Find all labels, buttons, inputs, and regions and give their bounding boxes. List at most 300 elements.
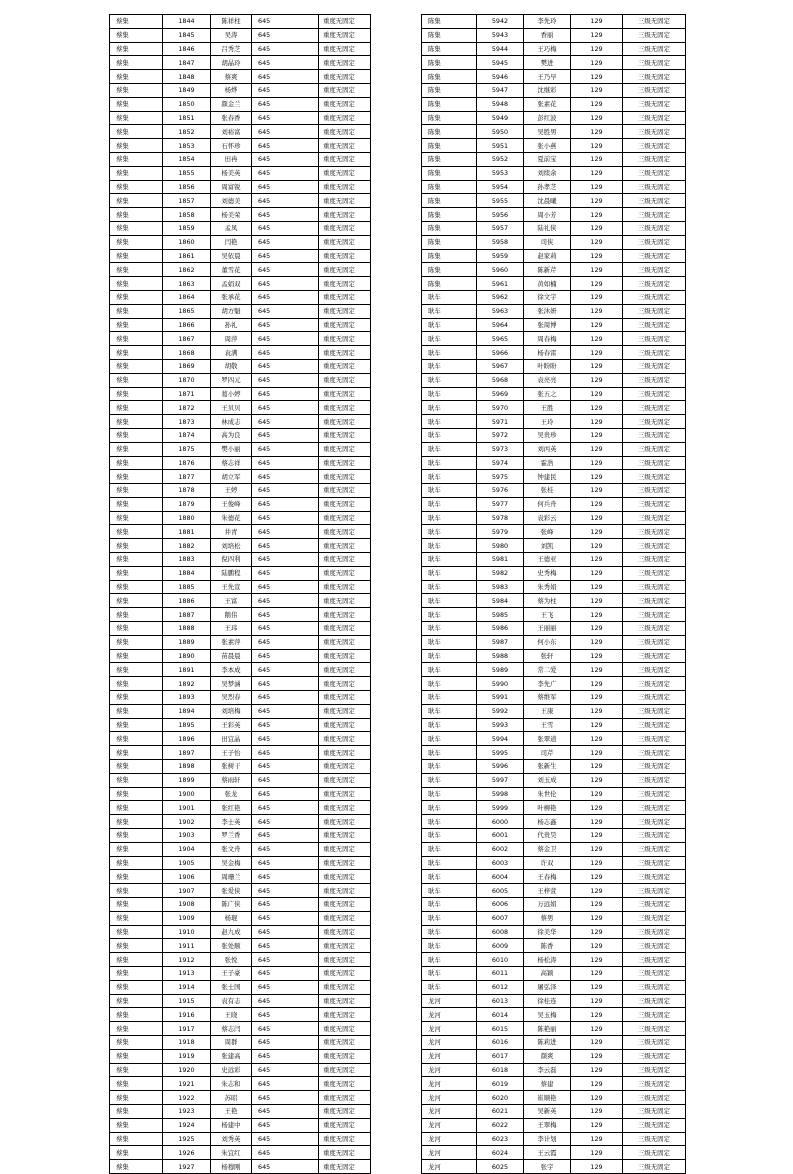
name-cell: 杨穆刚 — [211, 1160, 252, 1174]
town-cell: 耿车 — [422, 635, 477, 649]
amount-cell: 129 — [571, 704, 623, 718]
id-cell: 1883 — [163, 553, 211, 567]
status-cell: 重度无固定 — [319, 884, 371, 898]
id-cell: 5962 — [477, 290, 524, 304]
table-row — [422, 622, 686, 636]
id-cell: 5949 — [477, 111, 524, 125]
status-cell: 三级无固定 — [623, 635, 686, 649]
status-cell: 三级无固定 — [623, 829, 686, 843]
town-cell: 蔡集 — [110, 829, 163, 843]
table-row — [422, 884, 686, 898]
name-cell: 孟娟双 — [211, 277, 252, 291]
table-row — [110, 1008, 371, 1022]
status-cell: 三级无固定 — [623, 787, 686, 801]
id-cell: 5944 — [477, 42, 524, 56]
status-cell: 重度无固定 — [319, 249, 371, 263]
amount-cell: 645 — [252, 553, 319, 567]
id-cell: 6009 — [477, 939, 524, 953]
name-cell: 张文舟 — [211, 842, 252, 856]
id-cell: 1912 — [163, 953, 211, 967]
id-cell: 1844 — [163, 15, 211, 29]
table-row — [422, 732, 686, 746]
table-row — [110, 884, 371, 898]
status-cell: 重度无固定 — [319, 387, 371, 401]
town-cell: 蔡集 — [110, 1104, 163, 1118]
amount-cell: 645 — [252, 277, 319, 291]
status-cell: 三级无固定 — [623, 180, 686, 194]
table-row — [422, 152, 686, 166]
id-cell: 1923 — [163, 1104, 211, 1118]
id-cell: 1861 — [163, 249, 211, 263]
town-cell: 蔡集 — [110, 566, 163, 580]
town-cell: 耿车 — [422, 304, 477, 318]
amount-cell: 645 — [252, 42, 319, 56]
amount-cell: 129 — [571, 56, 623, 70]
town-cell: 龙河 — [422, 1022, 477, 1036]
name-cell: 胡立军 — [211, 470, 252, 484]
amount-cell: 645 — [252, 539, 319, 553]
name-cell: 吴玉梅 — [524, 1008, 571, 1022]
id-cell: 1904 — [163, 842, 211, 856]
id-cell: 1863 — [163, 277, 211, 291]
table-row — [422, 263, 686, 277]
id-cell: 1868 — [163, 346, 211, 360]
name-cell: 张素萍 — [211, 635, 252, 649]
status-cell: 重度无固定 — [319, 152, 371, 166]
id-cell: 5998 — [477, 787, 524, 801]
id-cell: 1893 — [163, 691, 211, 705]
table-row — [110, 566, 371, 580]
name-cell: 杨建中 — [211, 1118, 252, 1132]
table-row — [422, 1118, 686, 1132]
name-cell: 陈新芹 — [524, 263, 571, 277]
amount-cell: 645 — [252, 635, 319, 649]
name-cell: 杨烨 — [211, 83, 252, 97]
id-cell: 1903 — [163, 829, 211, 843]
id-cell: 1847 — [163, 56, 211, 70]
table-row — [422, 829, 686, 843]
amount-cell: 129 — [571, 304, 623, 318]
town-cell: 耿车 — [422, 718, 477, 732]
town-cell: 耿车 — [422, 442, 477, 456]
name-cell: 葛小婷 — [211, 387, 252, 401]
status-cell: 三级无固定 — [623, 194, 686, 208]
status-cell: 三级无固定 — [623, 428, 686, 442]
id-cell: 1890 — [163, 649, 211, 663]
status-cell: 重度无固定 — [319, 304, 371, 318]
status-cell: 重度无固定 — [319, 70, 371, 84]
name-cell: 周富锐 — [211, 180, 252, 194]
town-cell: 蔡集 — [110, 511, 163, 525]
town-cell: 蔡集 — [110, 1008, 163, 1022]
name-cell: 王彩英 — [211, 718, 252, 732]
town-cell: 耿车 — [422, 760, 477, 774]
id-cell: 1867 — [163, 332, 211, 346]
status-cell: 重度无固定 — [319, 1091, 371, 1105]
status-cell: 三级无固定 — [623, 856, 686, 870]
id-cell: 5952 — [477, 152, 524, 166]
status-cell: 重度无固定 — [319, 704, 371, 718]
town-cell: 陈集 — [422, 56, 477, 70]
status-cell: 三级无固定 — [623, 97, 686, 111]
id-cell: 1914 — [163, 980, 211, 994]
town-cell: 蔡集 — [110, 387, 163, 401]
amount-cell: 129 — [571, 456, 623, 470]
town-cell: 耿车 — [422, 332, 477, 346]
name-cell: 叶盼盼 — [524, 359, 571, 373]
status-cell: 重度无固定 — [319, 221, 371, 235]
name-cell: 王俊峰 — [211, 497, 252, 511]
id-cell: 1876 — [163, 456, 211, 470]
name-cell: 张承花 — [211, 290, 252, 304]
status-cell: 重度无固定 — [319, 1022, 371, 1036]
status-cell: 三级无固定 — [623, 1022, 686, 1036]
town-cell: 蔡集 — [110, 691, 163, 705]
id-cell: 1911 — [163, 939, 211, 953]
amount-cell: 645 — [252, 83, 319, 97]
table-row — [110, 208, 371, 222]
id-cell: 5965 — [477, 332, 524, 346]
table-row — [110, 125, 371, 139]
status-cell: 重度无固定 — [319, 773, 371, 787]
table-row — [110, 980, 371, 994]
status-cell: 三级无固定 — [623, 966, 686, 980]
status-cell: 三级无固定 — [623, 1091, 686, 1105]
amount-cell: 645 — [252, 870, 319, 884]
status-cell: 重度无固定 — [319, 829, 371, 843]
table-row — [110, 484, 371, 498]
id-cell: 5959 — [477, 249, 524, 263]
status-cell: 重度无固定 — [319, 42, 371, 56]
status-cell: 重度无固定 — [319, 180, 371, 194]
amount-cell: 129 — [571, 28, 623, 42]
amount-cell: 129 — [571, 42, 623, 56]
status-cell: 三级无固定 — [623, 911, 686, 925]
town-cell: 蔡集 — [110, 608, 163, 622]
amount-cell: 129 — [571, 622, 623, 636]
status-cell: 重度无固定 — [319, 263, 371, 277]
town-cell: 蔡集 — [110, 359, 163, 373]
name-cell: 王乃早 — [524, 70, 571, 84]
amount-cell: 645 — [252, 484, 319, 498]
name-cell: 何兵舟 — [524, 497, 571, 511]
table-row — [110, 746, 371, 760]
id-cell: 6000 — [477, 815, 524, 829]
id-cell: 6001 — [477, 829, 524, 843]
amount-cell: 645 — [252, 1063, 319, 1077]
status-cell: 三级无固定 — [623, 1063, 686, 1077]
name-cell: 吴烈春 — [211, 691, 252, 705]
name-cell: 陈香 — [524, 939, 571, 953]
amount-cell: 129 — [571, 746, 623, 760]
town-cell: 蔡集 — [110, 277, 163, 291]
id-cell: 5964 — [477, 318, 524, 332]
status-cell: 三级无固定 — [623, 83, 686, 97]
status-cell: 重度无固定 — [319, 166, 371, 180]
name-cell: 司侠 — [524, 235, 571, 249]
name-cell: 王胜 — [524, 401, 571, 415]
town-cell: 陈集 — [422, 15, 477, 29]
id-cell: 5992 — [477, 704, 524, 718]
amount-cell: 129 — [571, 15, 623, 29]
id-cell: 1918 — [163, 1035, 211, 1049]
name-cell: 井青 — [211, 525, 252, 539]
status-cell: 三级无固定 — [623, 263, 686, 277]
name-cell: 田宜晶 — [211, 732, 252, 746]
table-row — [422, 856, 686, 870]
amount-cell: 645 — [252, 332, 319, 346]
amount-cell: 645 — [252, 994, 319, 1008]
town-cell: 陈集 — [422, 28, 477, 42]
status-cell: 三级无固定 — [623, 663, 686, 677]
name-cell: 王婷 — [211, 484, 252, 498]
id-cell: 5953 — [477, 166, 524, 180]
name-cell: 颜爽 — [524, 1049, 571, 1063]
status-cell: 重度无固定 — [319, 415, 371, 429]
town-cell: 蔡集 — [110, 663, 163, 677]
table-row — [422, 428, 686, 442]
id-cell: 1849 — [163, 83, 211, 97]
id-cell: 1916 — [163, 1008, 211, 1022]
name-cell: 孙孝芝 — [524, 180, 571, 194]
table-row — [422, 387, 686, 401]
name-cell: 王先宣 — [211, 580, 252, 594]
name-cell: 陈艳丽 — [524, 1022, 571, 1036]
town-cell: 陈集 — [422, 263, 477, 277]
name-cell: 张处顺 — [211, 939, 252, 953]
id-cell: 1852 — [163, 125, 211, 139]
amount-cell: 645 — [252, 28, 319, 42]
table-row — [422, 649, 686, 663]
status-cell: 三级无固定 — [623, 359, 686, 373]
amount-cell: 645 — [252, 415, 319, 429]
id-cell: 5984 — [477, 594, 524, 608]
id-cell: 1850 — [163, 97, 211, 111]
id-cell: 1924 — [163, 1118, 211, 1132]
name-cell: 张五之 — [524, 387, 571, 401]
id-cell: 5968 — [477, 373, 524, 387]
table-row — [422, 980, 686, 994]
id-cell: 5975 — [477, 470, 524, 484]
amount-cell: 129 — [571, 566, 623, 580]
town-cell: 陈集 — [422, 221, 477, 235]
amount-cell: 645 — [252, 677, 319, 691]
name-cell: 苗晨晨 — [211, 649, 252, 663]
name-cell: 徐桂连 — [524, 994, 571, 1008]
name-cell: 蔡雨轩 — [211, 773, 252, 787]
town-cell: 蔡集 — [110, 760, 163, 774]
amount-cell: 129 — [571, 980, 623, 994]
name-cell: 孟凤 — [211, 221, 252, 235]
table-row — [110, 580, 371, 594]
table-row — [110, 856, 371, 870]
table-row — [422, 553, 686, 567]
status-cell: 三级无固定 — [623, 898, 686, 912]
status-cell: 重度无固定 — [319, 801, 371, 815]
table-row — [110, 732, 371, 746]
name-cell: 陈莉进 — [524, 1035, 571, 1049]
amount-cell: 129 — [571, 1008, 623, 1022]
table-row — [422, 608, 686, 622]
id-cell: 1884 — [163, 566, 211, 580]
name-cell: 杨志鑫 — [524, 815, 571, 829]
table-row — [422, 1035, 686, 1049]
name-cell: 杨美荣 — [211, 208, 252, 222]
name-cell: 吴依晨 — [211, 249, 252, 263]
amount-cell: 129 — [571, 111, 623, 125]
name-cell: 刘玉成 — [524, 773, 571, 787]
table-row — [110, 97, 371, 111]
status-cell: 三级无固定 — [623, 208, 686, 222]
amount-cell: 645 — [252, 139, 319, 153]
id-cell: 1907 — [163, 884, 211, 898]
id-cell: 1913 — [163, 966, 211, 980]
id-cell: 1919 — [163, 1049, 211, 1063]
table-row — [110, 277, 371, 291]
table-row — [110, 539, 371, 553]
amount-cell: 645 — [252, 249, 319, 263]
town-cell: 蔡集 — [110, 856, 163, 870]
name-cell: 吴新英 — [524, 1104, 571, 1118]
status-cell: 三级无固定 — [623, 939, 686, 953]
name-cell: 杨春雷 — [524, 346, 571, 360]
amount-cell: 129 — [571, 263, 623, 277]
id-cell: 5963 — [477, 304, 524, 318]
town-cell: 陈集 — [422, 208, 477, 222]
id-cell: 5950 — [477, 125, 524, 139]
id-cell: 1860 — [163, 235, 211, 249]
town-cell: 耿车 — [422, 704, 477, 718]
table-row — [110, 28, 371, 42]
id-cell: 5957 — [477, 221, 524, 235]
table-row — [422, 111, 686, 125]
town-cell: 蔡集 — [110, 635, 163, 649]
id-cell: 6022 — [477, 1118, 524, 1132]
name-cell: 王巧梅 — [524, 42, 571, 56]
name-cell: 叶柳艳 — [524, 801, 571, 815]
town-cell: 蔡集 — [110, 415, 163, 429]
amount-cell: 129 — [571, 511, 623, 525]
status-cell: 重度无固定 — [319, 235, 371, 249]
table-row — [422, 870, 686, 884]
id-cell: 1920 — [163, 1063, 211, 1077]
amount-cell: 129 — [571, 829, 623, 843]
amount-cell: 645 — [252, 608, 319, 622]
status-cell: 三级无固定 — [623, 732, 686, 746]
id-cell: 5966 — [477, 346, 524, 360]
name-cell: 胡方魁 — [211, 304, 252, 318]
name-cell: 张春香 — [211, 111, 252, 125]
name-cell: 陆鹏程 — [211, 566, 252, 580]
id-cell: 1854 — [163, 152, 211, 166]
id-cell: 5954 — [477, 180, 524, 194]
table-row — [110, 994, 371, 1008]
name-cell: 周萍 — [211, 332, 252, 346]
name-cell: 徐文宇 — [524, 290, 571, 304]
name-cell: 司芹 — [524, 746, 571, 760]
town-cell: 耿车 — [422, 663, 477, 677]
amount-cell: 129 — [571, 1091, 623, 1105]
status-cell: 三级无固定 — [623, 925, 686, 939]
status-cell: 三级无固定 — [623, 525, 686, 539]
status-cell: 三级无固定 — [623, 553, 686, 567]
town-cell: 耿车 — [422, 566, 477, 580]
amount-cell: 645 — [252, 263, 319, 277]
name-cell: 张素花 — [524, 97, 571, 111]
status-cell: 三级无固定 — [623, 718, 686, 732]
name-cell: 张悦 — [211, 953, 252, 967]
status-cell: 重度无固定 — [319, 760, 371, 774]
amount-cell: 129 — [571, 97, 623, 111]
amount-cell: 645 — [252, 235, 319, 249]
status-cell: 三级无固定 — [623, 953, 686, 967]
amount-cell: 129 — [571, 760, 623, 774]
amount-cell: 129 — [571, 856, 623, 870]
town-cell: 蔡集 — [110, 622, 163, 636]
name-cell: 蔡建 — [524, 1077, 571, 1091]
name-cell: 刘秀英 — [211, 1132, 252, 1146]
town-cell: 耿车 — [422, 359, 477, 373]
id-cell: 5989 — [477, 663, 524, 677]
id-cell: 6016 — [477, 1035, 524, 1049]
town-cell: 陈集 — [422, 166, 477, 180]
table-row — [422, 194, 686, 208]
name-cell: 张龙 — [211, 787, 252, 801]
name-cell: 杨琨 — [211, 911, 252, 925]
table-row — [422, 346, 686, 360]
status-cell: 三级无固定 — [623, 773, 686, 787]
name-cell: 朱志和 — [211, 1077, 252, 1091]
status-cell: 重度无固定 — [319, 470, 371, 484]
id-cell: 1856 — [163, 180, 211, 194]
table-row — [110, 456, 371, 470]
id-cell: 5994 — [477, 732, 524, 746]
table-row — [422, 249, 686, 263]
amount-cell: 129 — [571, 1077, 623, 1091]
name-cell: 夏前宝 — [524, 152, 571, 166]
table-row — [110, 801, 371, 815]
town-cell: 耿车 — [422, 373, 477, 387]
id-cell: 5942 — [477, 15, 524, 29]
amount-cell: 645 — [252, 787, 319, 801]
id-cell: 6004 — [477, 870, 524, 884]
id-cell: 1873 — [163, 415, 211, 429]
town-cell: 龙河 — [422, 1091, 477, 1105]
town-cell: 耿车 — [422, 594, 477, 608]
name-cell: 张峰 — [524, 525, 571, 539]
table-row — [422, 318, 686, 332]
table-row — [422, 511, 686, 525]
amount-cell: 129 — [571, 166, 623, 180]
status-cell: 三级无固定 — [623, 801, 686, 815]
amount-cell: 645 — [252, 511, 319, 525]
name-cell: 刘丙英 — [524, 442, 571, 456]
amount-cell: 645 — [252, 801, 319, 815]
table-row — [110, 939, 371, 953]
id-cell: 6007 — [477, 911, 524, 925]
status-cell: 重度无固定 — [319, 691, 371, 705]
table-row — [422, 966, 686, 980]
town-cell: 耿车 — [422, 691, 477, 705]
table-row — [110, 1049, 371, 1063]
status-cell: 重度无固定 — [319, 911, 371, 925]
id-cell: 5946 — [477, 70, 524, 84]
status-cell: 三级无固定 — [623, 277, 686, 291]
amount-cell: 645 — [252, 773, 319, 787]
status-cell: 重度无固定 — [319, 787, 371, 801]
name-cell: 周群 — [211, 1035, 252, 1049]
name-cell: 吕秀芝 — [211, 42, 252, 56]
